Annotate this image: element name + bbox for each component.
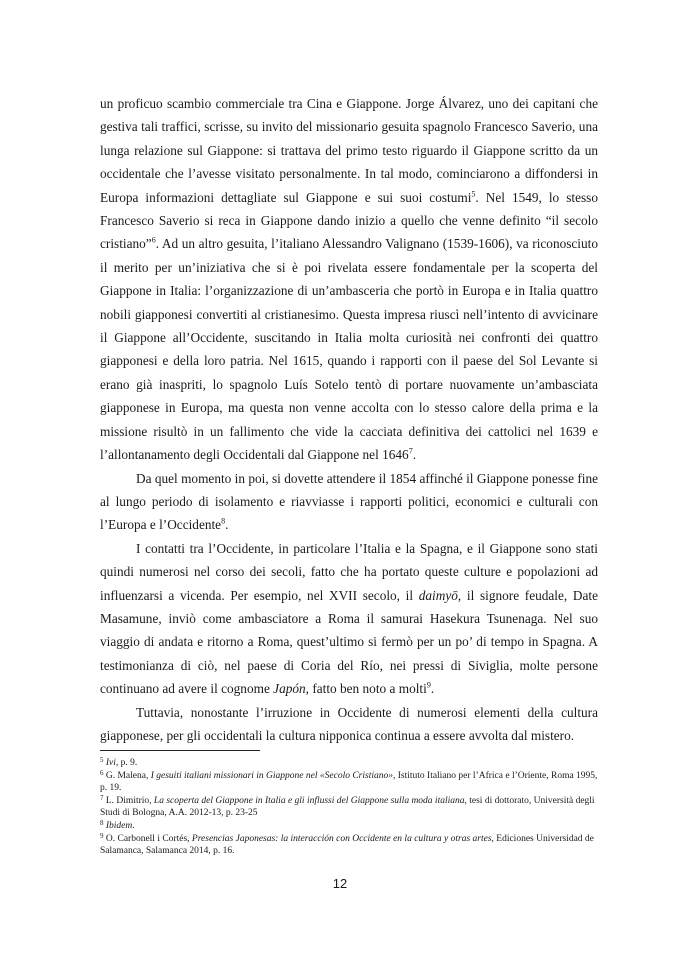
footnote-title: Ibidem [105,820,133,831]
footnote-ref-8[interactable]: 8 [221,516,226,526]
footnote-number: 5 [100,756,104,764]
footnote-text: , p. 9. [115,758,138,768]
footnote-number: 7 [100,793,104,802]
footnote-7 [100,795,600,820]
footnote-text: O. Carbonell i Cortés, [103,833,192,844]
text-run: un proficuo scambio commerciale tra Cina e Giappone. Jorge Álvarez, uno dei capitani che gestiva tali traffici, scrisse, su invito del missionario gesuita spagnolo Francesco Saverio, una lunga relazione sul Giappone: si trattava del primo testo riguardo il Giappone scritto da un occidentale che l’avesse visitato personalmente. In tal modo, cominciarono a diffondersi in Europa informazioni dettagliate sul Giappone e sui suoi costumi [100,96,598,205]
footnote-ref-6[interactable]: 6 [151,236,156,246]
footnote-text: , tesi di dottorato, Università degli Studi di Bologna, A.A. 2012-13, p. 23-25 [100,795,595,819]
footnote-ref-7[interactable]: 7 [408,446,413,456]
text-run: I contatti tra l’Occidente, in particolare l’Italia e la Spagna, e il Giappone sono stati quindi numerosi nel corso dei secoli, fatto che ha portato queste culture e popolazioni ad influenzarsi a vicenda. Per esempio, nel XVII secolo, il [100,540,598,603]
footnote-ref-5[interactable]: 5 [471,189,476,199]
footnote-number: 6 [100,768,104,777]
text-run: , fatto ben noto a molti [305,681,427,697]
footnote-text: . [132,820,135,831]
text-run: . [225,517,229,533]
text-run: , il signore feudale, Date Masamune, inviò come ambasciatore a Roma il samurai Hasekura Tsunenaga. Nel suo viaggio di andata e ritorno a Roma, quest’ultimo si fermò per un po’ di tempo in Spagna. A testimonianza di ciò, nel paese di Coria del Río, nei pressi di Siviglia, molte persone continuano ad avere il cognome [100,587,599,697]
paragraph-3 [100,537,598,701]
footnote-text: , Ediciones Universidad de Salamanca, Salamanca 2014, p. 16. [100,833,594,857]
footnote-divider [100,750,260,751]
text-run: . Nel 1549, lo stesso Francesco Saverio si reca in Giappone dando inizio a quello che venne definito “il secolo cristiano” [100,189,598,252]
footnote-number: 9 [100,831,104,840]
text-run: Tuttavia, nonostante l’irruzione in Occidente di numerosi elementi della cultura giapponese, per gli occidentali la cultura nipponica continua a essere avvolta dal mistero. [100,704,598,743]
footnote-number: 8 [100,818,104,827]
footnote-text: , Istituto Italiano per l’Africa e l’Oriente, Roma 1995, p. 19. [100,770,598,794]
main-text [100,92,598,747]
text-run: . [430,681,435,697]
paragraph-1 [100,92,598,467]
paragraph-4 [100,701,598,748]
footnote-text: L. Dimitrio, [103,795,154,806]
footnotes [100,757,600,858]
footnote-title: Presencias Japonesas: la interacción con Occidente en la cultura y otras artes [191,833,492,844]
text-run: Da quel momento in poi, si dovette attendere il 1854 affinché il Giappone ponesse fine al lungo periodo di isolamento e riavviasse i rapporti politici, economici e culturali con l’Europa e l’Occidente [100,470,598,533]
footnote-6 [100,770,600,795]
italic-term: daimyō [418,587,458,603]
paragraph-2 [100,467,598,537]
text-run: . [412,447,417,463]
footnote-9 [100,833,600,858]
footnote-title: Ivi [105,758,116,768]
footnote-text: G. Malena, [103,770,151,781]
footnote-8 [100,820,600,833]
footnote-title: I gesuiti italiani missionari in Giappone nel «Secolo Cristiano» [150,770,393,781]
page-number: 12 [332,876,348,891]
text-run: . Ad un altro gesuita, l’italiano Alessandro Valignano (1539-1606), va riconosciuto il merito per un’iniziativa che si è poi rivelata essere fondamentale per la scoperta del Giappone in Italia: l’organizzazione di un’ambasceria che portò in Europa e in Italia quattro nobili giapponesi convertiti al cristianesimo. Questa impresa riuscì nell’intento di avvicinare il Giappone all’Occidente, suscitando in Italia molta curiosità nei confronti dei quattro giapponesi e della loro patria. Nel 1615, quando i rapporti con il paese del Sol Levante si erano già inaspriti, lo spagnolo Luís Sotelo tentò di portare nuovamente un’ambasciata giapponese in Europa, ma questa non venne accolta con lo stesso calore della prima e la missione risultò in un fallimento che vide la cacciata definitiva dei cattolici nel 1639 e l’allontanamento degli Occidentali dal Giappone nel 1646 [100,236,598,463]
footnote-ref-9[interactable]: 9 [426,680,431,690]
footnote-5 [100,757,600,770]
footnote-title: La scoperta del Giappone in Italia e gli influssi del Giappone sulla moda italiana [153,795,465,806]
italic-term: Japón [273,681,306,697]
